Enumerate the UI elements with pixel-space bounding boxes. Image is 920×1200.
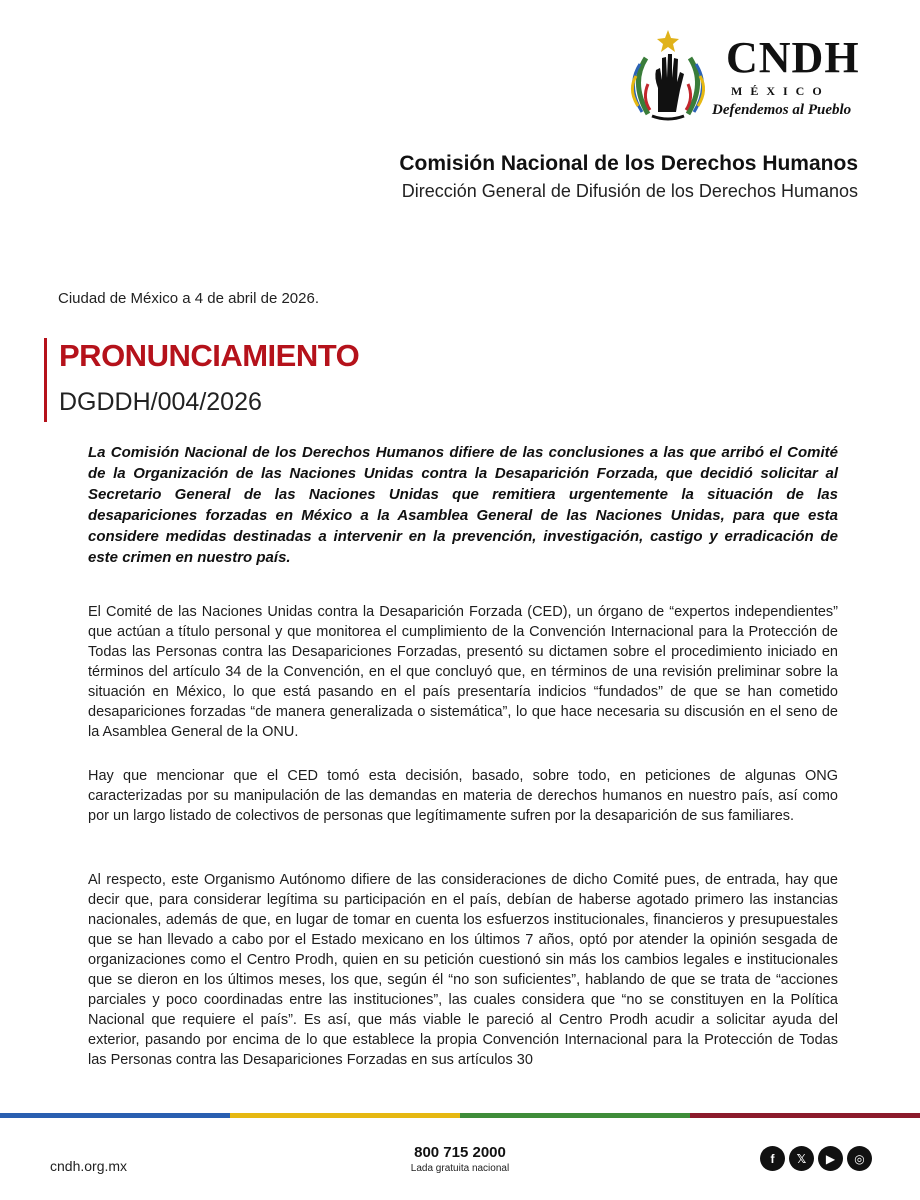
footer-color-stripe [0,1113,920,1118]
stripe-maroon [690,1113,920,1118]
document-code: DGDDH/004/2026 [59,388,262,416]
document-date: Ciudad de México a 4 de abril de 2026. [58,290,320,307]
footer-phone-number[interactable]: 800 715 2000 [414,1144,506,1161]
raised-hand-emblem-icon [618,28,718,124]
logo-slogan: Defendemos al Pueblo [712,102,852,118]
stripe-blue [0,1113,230,1118]
social-links [760,1146,872,1171]
body-paragraph-1: El Comité de las Naciones Unidas contra la Desaparición Forzada (CED), un órgano de “expertos independientes” que actúan a título personal y que monitorea el cumplimiento de la Convención Internacional para la Protección de Todas las Personas contra las Desapariciones Forzadas, presentó su dictamen sobre el procedimiento iniciado en términos del artículo 34 de la Convención, en el que concluyó que, en términos de una revisión preliminar sobre la situación en México, lo que está pasando en el país presentaría indicios “fundados” de que se han cometido desapariciones forzadas “de manera generalizada o sistemática”, lo que hace necesaria su discusión en el seno de la Asamblea General de la ONU. [88,604,838,740]
organization-subtitle: Dirección General de Difusión de los Derechos Humanos [401,181,858,201]
footer-website-link[interactable]: cndh.org.mx [50,1158,128,1174]
stripe-green [460,1113,690,1118]
document-kind: PRONUNCIAMIENTO [59,338,360,373]
logo-country: MÉXICO [731,84,830,98]
x-icon[interactable]: 𝕏 [789,1146,814,1171]
lead-paragraph: La Comisión Nacional de los Derechos Humanos difiere de las conclusiones a las que arribó el Comité de la Organización de las Naciones Unidas contra la Desaparición Forzada, que decidió solicitar al Secretario General de las Naciones Unidas que remitiera urgentemente la situación de las desapariciones forzadas en México a la Asamblea General de las Naciones Unidas, para que esta considere medidas destinadas a intervenir en la prevención, investigación, castigo y erradicación de este crimen en nuestro país. [88,444,838,566]
footer-phone-label: Lada gratuita nacional [410,1163,510,1174]
cndh-logo [618,28,868,124]
facebook-icon[interactable]: f [760,1146,785,1171]
instagram-icon[interactable]: ◎ [847,1146,872,1171]
document-title-block [44,338,360,422]
logo-wordmark: CNDH [726,33,860,82]
youtube-icon[interactable]: ▶ [818,1146,843,1171]
body-paragraph-2: Hay que mencionar que el CED tomó esta decisión, basado, sobre todo, en peticiones de algunas ONG caracterizadas por su manipulación de las demandas en materia de derechos humanos en nuestro país, así como por un largo listado de colectivos de personas que legítimamente sufren por la desaparición de sus familiares. [88,768,838,824]
body-paragraph-3: Al respecto, este Organismo Autónomo difiere de las consideraciones de dicho Comité pues, de entrada, hay que decir que, para considerar legítima su participación en el país, debían de haberse agotado primero las instancias nacionales, además de que, en lugar de tomar en cuenta los esfuerzos institucionales, financieros y presupuestales que se han llevado a cabo por el Estado mexicano en los últimos 7 años, optó por atender la opinión sesgada de organizaciones como el Centro Prodh, quien en su petición cuestionó sin más los cambios legales e institucionales que se dieron en los últimos meses, los que, según él “no son suficientes”, hablando de que se trata de “acciones parciales y poco coordinadas entre las instituciones”, las cuales considera que “no se constituyen en la Política Nacional que requiere el país”. Es así, que más viable le pareció al Centro Prodh acudir a solicitar ayuda del exterior, pasando por encima de lo que establece la propia Convención Internacional para la Protección de Todas las Personas contra las Desapariciones Forzadas en sus artículos 30 [88,872,838,1068]
stripe-yellow [230,1113,460,1118]
organization-title: Comisión Nacional de los Derechos Humanos [399,152,858,175]
